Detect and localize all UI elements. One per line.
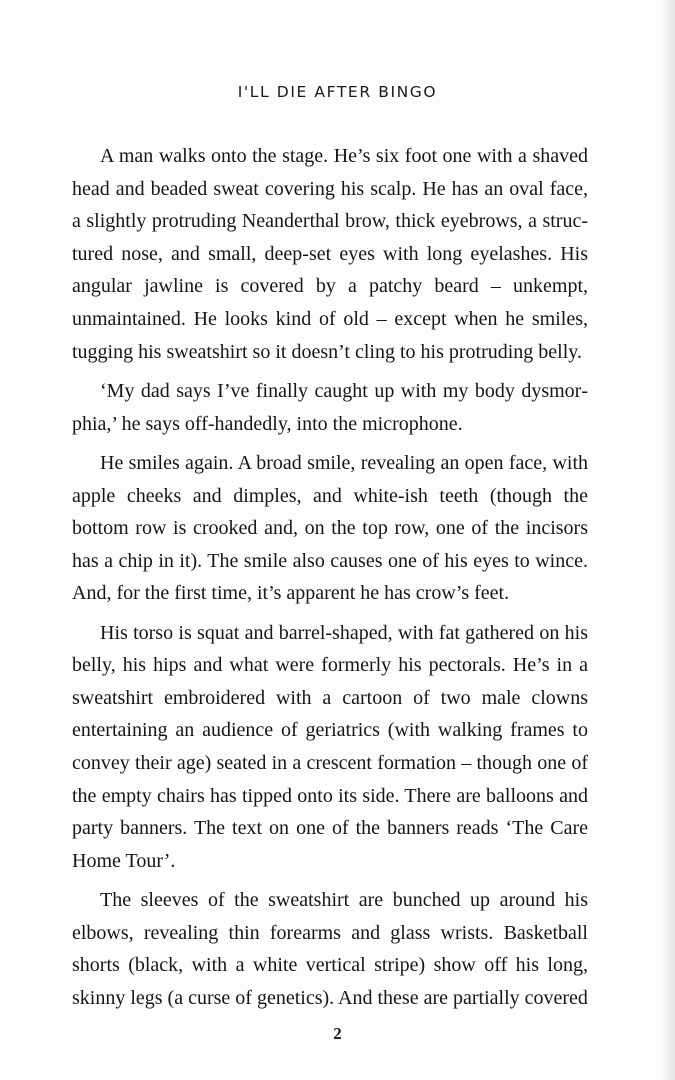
paragraph-4: His torso is squat and barrel-shaped, with fat gathered on his belly, his hips and what were formerly his pectorals. He’s in a sweatshirt embroidered with a cartoon of two male clowns entertaining an audience of geriatrics (with walking frames to convey their age) seated in a crescent formation – though one of the empty chairs has tipped onto its side. There are balloons and party banners. The text on one of the banners reads ‘The Care Home Tour’.	[72, 621, 588, 872]
paragraph-1: A man walks onto the stage. He’s six foot one with a shaved head and beaded sweat covering his scalp. He has an oval face, a slightly protruding Neanderthal brow, thick eyebrows, a structured nose, and small, deep-set eyes with long eyelashes. His angular jawline is covered by a patchy beard – unkempt, unmaintained. He looks kind of old – except when he smiles, tugging his sweatshirt so it doesn’t cling to his protruding belly.	[72, 145, 588, 363]
paragraph-5: The sleeves of the sweatshirt are bunched up around his elbows, revealing thin forearms and glass wrists. Basketball shorts (black, with a white vertical stripe) show off his long, skinny legs (a curse of genetics). And these are partially covered	[72, 889, 588, 1010]
paragraph-2: ‘My dad says I’ve finally caught up with my body dysmorphia,’ he says off-handedly, into the microphone.	[72, 379, 588, 435]
page-edge-shadow	[661, 0, 675, 1080]
page-number: 2	[333, 1024, 342, 1043]
body-text	[72, 140, 588, 1021]
running-head: I'LL DIE AFTER BINGO	[237, 83, 438, 101]
paragraph-3: He smiles again. A broad smile, revealing an open face, with apple cheeks and dimples, and white-ish teeth (though the bottom row is crooked and, on the top row, one of the incisors has a chip in it). The smile also causes one of his eyes to wince. And, for the first time, it’s apparent he has crow’s feet.	[72, 451, 588, 605]
